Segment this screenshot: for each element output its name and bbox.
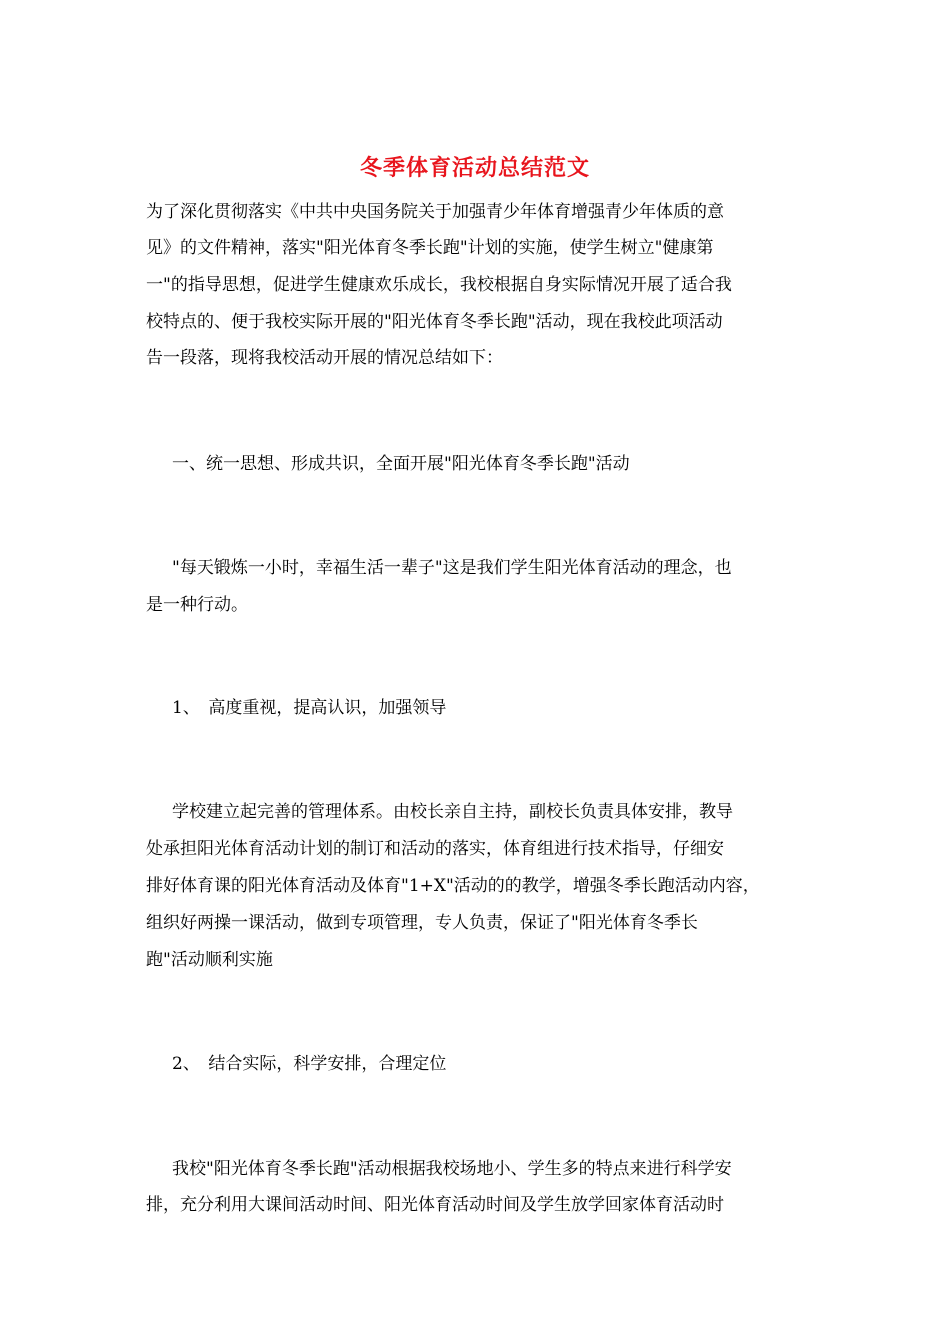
document-title: 冬季体育活动总结范文: [359, 155, 590, 181]
section1-heading: 一、统一思想、形成共识，全面开展"阳光体育冬季长跑"活动: [172, 454, 630, 474]
intro-line-5: 告一段落，现将我校活动开展的情况总结如下：: [146, 348, 503, 368]
item1-line-5: 跑"活动顺利实施: [146, 950, 273, 970]
item1-line-2: 处承担阳光体育活动计划的制订和活动的落实，体育组进行技术指导，仔细安: [146, 839, 724, 859]
motto-line-2: 是一种行动。: [146, 595, 248, 615]
motto-line-1: "每天锻炼一小时，幸福生活一辈子"这是我们学生阳光体育活动的理念，也: [172, 558, 732, 578]
intro-line-2: 见》的文件精神，落实"阳光体育冬季长跑"计划的实施，使学生树立"健康第: [146, 238, 714, 258]
intro-line-3: 一"的指导思想，促进学生健康欢乐成长，我校根据自身实际情况开展了适合我: [146, 275, 732, 295]
item1-heading: 1、 高度重视，提高认识，加强领导: [172, 698, 447, 718]
item1-line-3: 排好体育课的阳光体育活动及体育"1+X"活动的的教学，增强冬季长跑活动内容，: [146, 876, 760, 896]
intro-line-4: 校特点的、便于我校实际开展的"阳光体育冬季长跑"活动，现在我校此项活动: [146, 312, 723, 332]
intro-line-1: 为了深化贯彻落实《中共中央国务院关于加强青少年体育增强青少年体质的意: [146, 202, 724, 222]
item1-line-4: 组织好两操一课活动，做到专项管理，专人负责，保证了"阳光体育冬季长: [146, 913, 698, 933]
item2-heading: 2、 结合实际，科学安排，合理定位: [172, 1054, 447, 1074]
item2-line-1: 我校"阳光体育冬季长跑"活动根据我校场地小、学生多的特点来进行科学安: [172, 1159, 732, 1179]
item2-line-2: 排，充分利用大课间活动时间、阳光体育活动时间及学生放学回家体育活动时: [146, 1195, 724, 1215]
item1-line-1: 学校建立起完善的管理体系。由校长亲自主持，副校长负责具体安排，教导: [172, 802, 733, 822]
